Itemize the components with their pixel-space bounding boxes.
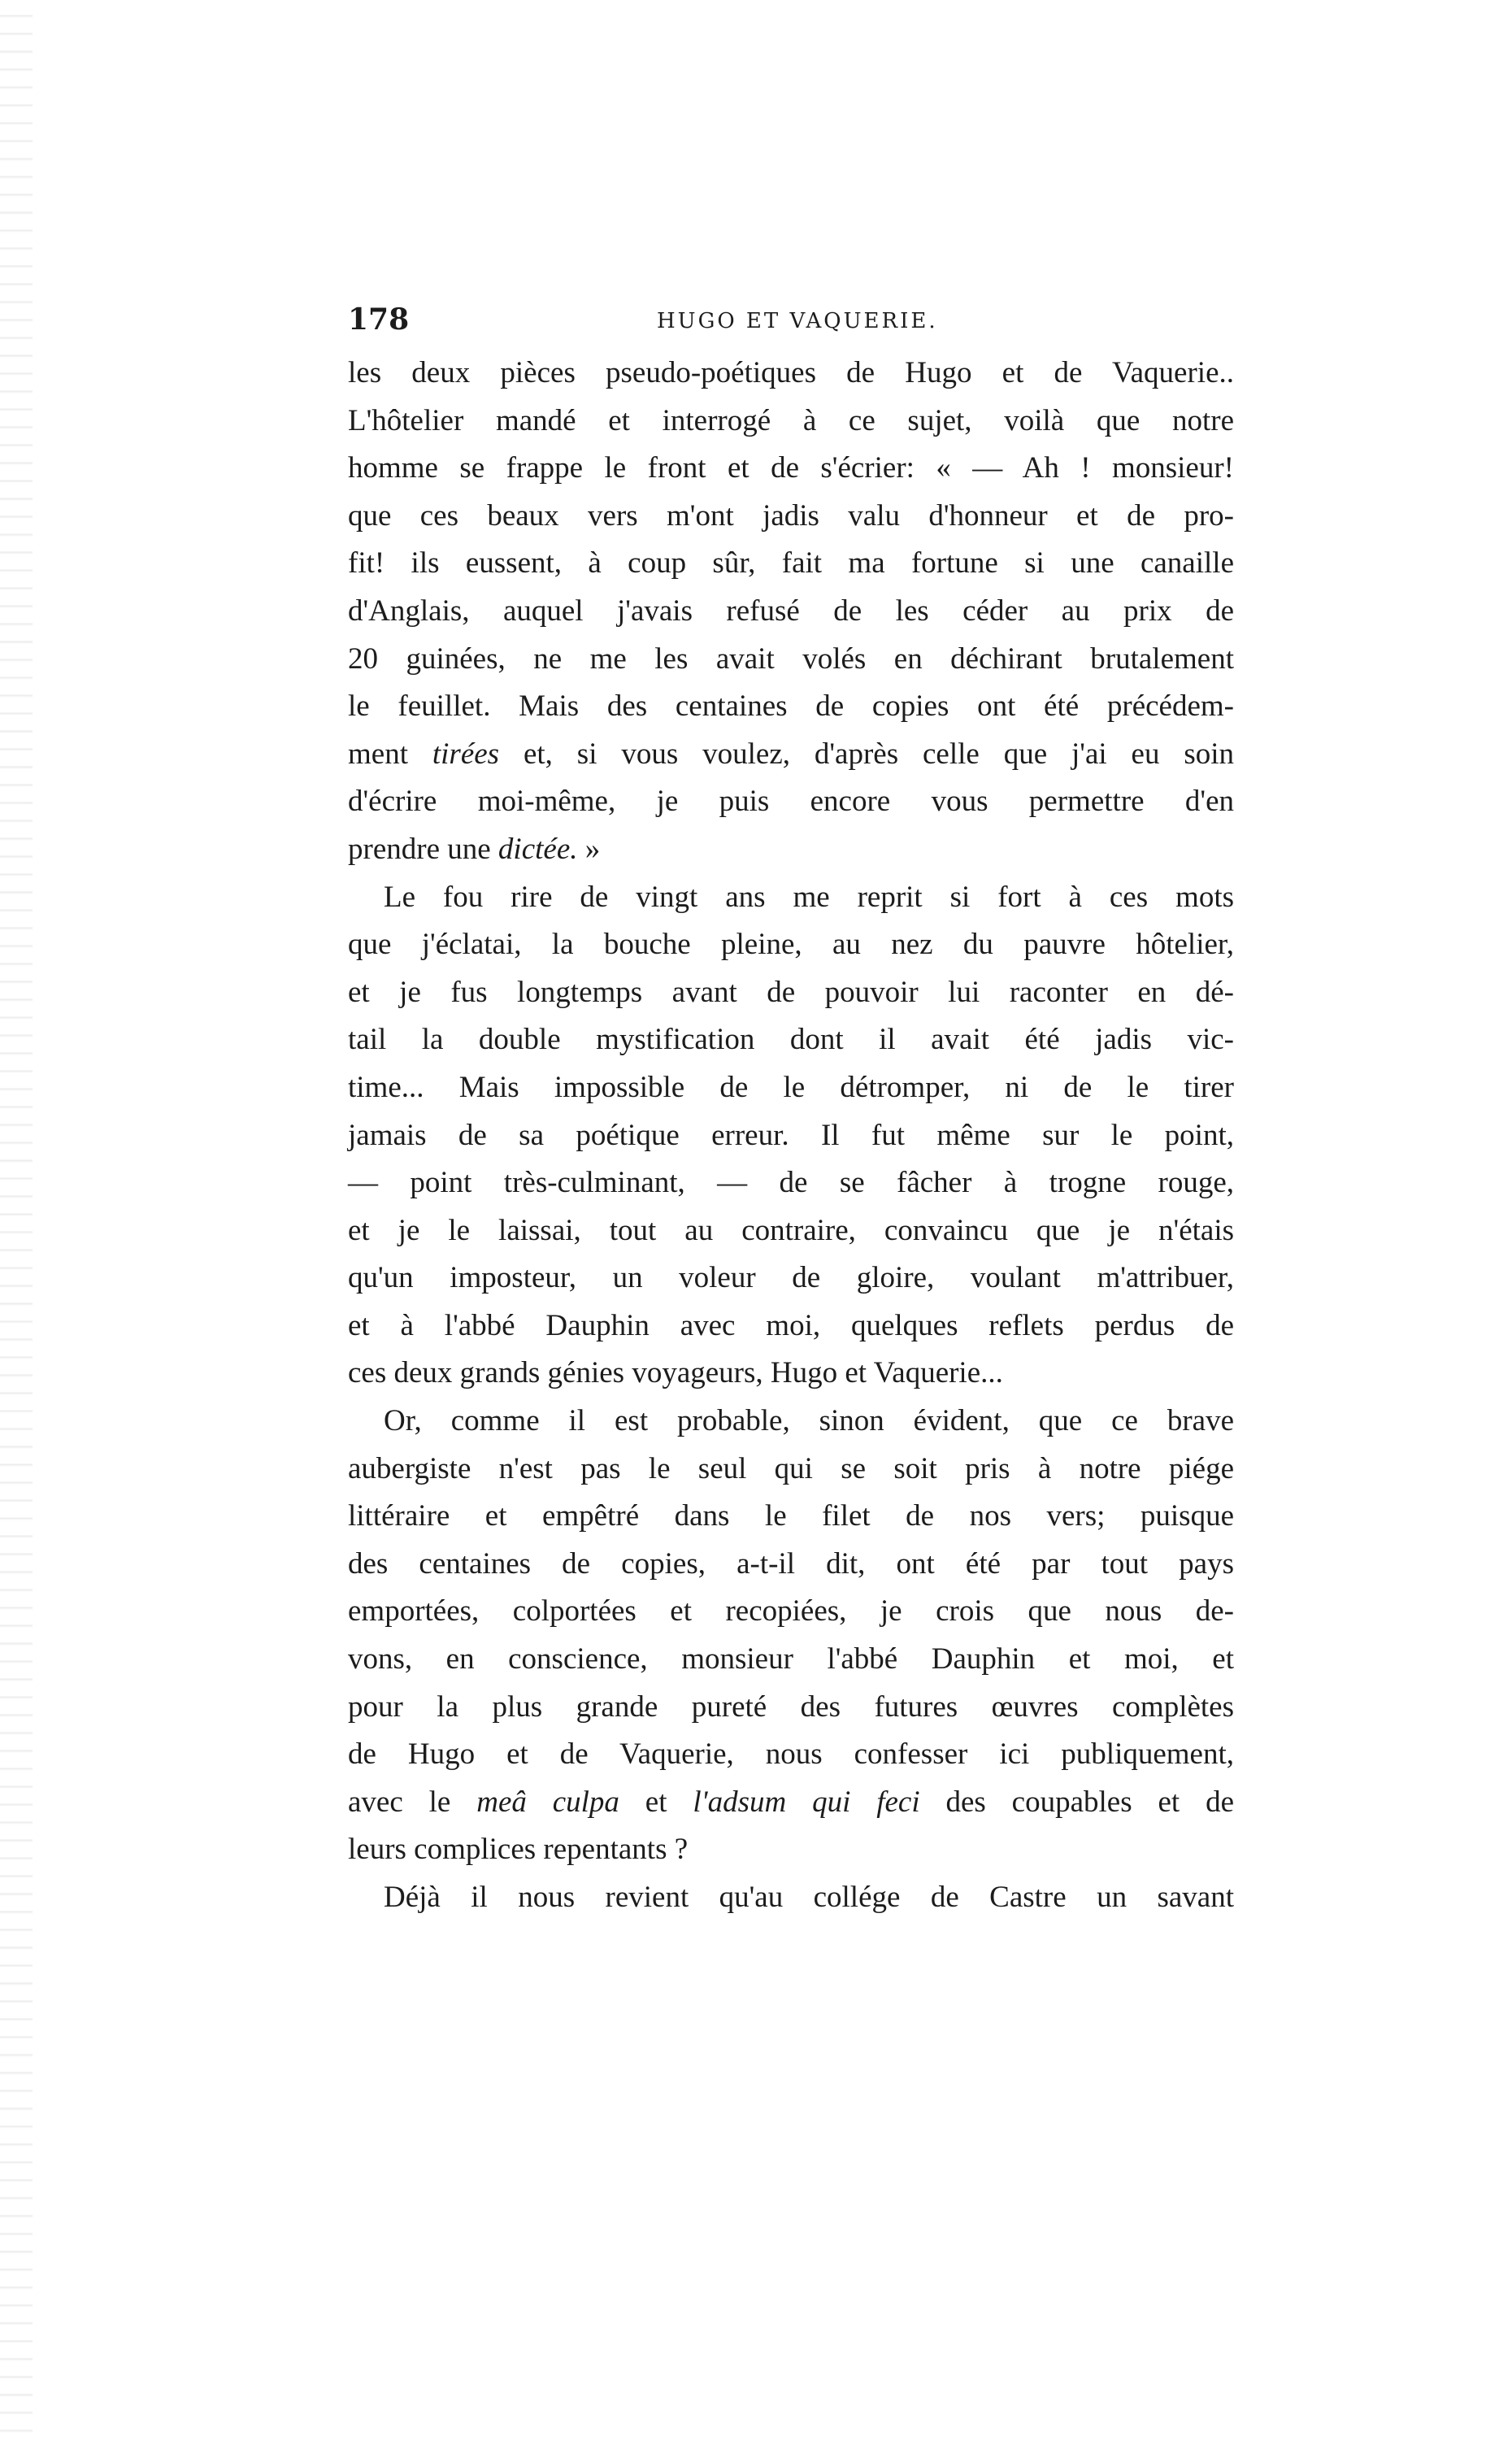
- text-line: et je fus longtemps avant de pouvoir lui raconter en dé-: [348, 975, 1234, 1009]
- text-line: fit! ils eussent, à coup sûr, fait ma fortune si une canaille: [348, 546, 1234, 581]
- text-line: time... Mais impossible de le détromper, ni de le tirer: [348, 1070, 1234, 1104]
- text-run: et, si vous voulez, d'après celle que j'ai eu soin: [499, 737, 1235, 771]
- body-text: [348, 350, 1234, 1922]
- running-title: HUGO ET VAQUERIE.: [657, 309, 938, 333]
- text-line: 20 guinées, ne me les avait volés en déchirant brutalement: [348, 641, 1234, 676]
- scan-edge-noise: [0, 0, 33, 2444]
- text-line: [348, 1779, 1234, 1827]
- text-line: d'Anglais, auquel j'avais refusé de les céder au prix de: [348, 594, 1234, 628]
- text-line: de Hugo et de Vaquerie, nous confesser ici publiquement,: [348, 1737, 1234, 1772]
- text-line: des centaines de copies, a-t-il dit, ont été par tout pays: [348, 1546, 1234, 1581]
- text-line: tail la double mystification dont il avait été jadis vic-: [348, 1023, 1234, 1057]
- text-line: d'écrire moi-même, je puis encore vous permettre d'en: [348, 785, 1234, 819]
- text-run: »: [577, 832, 601, 866]
- text-run: et: [619, 1785, 693, 1819]
- text-line: que j'éclatai, la bouche pleine, au nez du pauvre hôtelier,: [348, 928, 1234, 962]
- text-line: emportées, colportées et recopiées, je crois que nous de-: [348, 1594, 1234, 1629]
- italic-word: dictée.: [497, 832, 578, 866]
- text-line: pour la plus grande pureté des futures œuvres complètes: [348, 1689, 1234, 1724]
- text-line: littéraire et empêtré dans le filet de nos vers; puisque: [348, 1499, 1234, 1533]
- paragraph-start-line: Or, comme il est probable, sinon évident, que ce brave: [384, 1404, 1234, 1438]
- paragraph-start-line: Déjà il nous revient qu'au collége de Castre un savant: [384, 1881, 1234, 1914]
- running-head: [348, 302, 1234, 341]
- text-line: que ces beaux vers m'ont jadis valu d'honneur et de pro-: [348, 498, 1234, 533]
- page-number: 178: [348, 302, 410, 337]
- text-line: ces deux grands génies voyageurs, Hugo et Vaquerie...: [348, 1356, 1003, 1390]
- text-line: [348, 826, 1234, 874]
- text-run: avec le: [348, 1785, 477, 1819]
- text-run: prendre une: [348, 832, 498, 866]
- text-line: vons, en conscience, monsieur l'abbé Dauphin et moi, et: [348, 1642, 1234, 1676]
- text-line: L'hôtelier mandé et interrogé à ce sujet, voilà que notre: [348, 403, 1234, 437]
- text-line: qu'un imposteur, un voleur de gloire, voulant m'attribuer,: [348, 1261, 1234, 1295]
- italic-word: tirées: [432, 737, 500, 771]
- text-line: aubergiste n'est pas le seul qui se soit pris à notre piége: [348, 1451, 1234, 1485]
- text-line: le feuillet. Mais des centaines de copies ont été précédem-: [348, 689, 1234, 724]
- text-line: leurs complices repentants ?: [348, 1833, 689, 1867]
- italic-phrase: l'adsum qui feci: [693, 1785, 920, 1819]
- text-line: [348, 731, 1234, 779]
- text-line: et je le laissai, tout au contraire, convaincu que je n'étais: [348, 1213, 1234, 1247]
- text-run: des coupables et de: [919, 1785, 1234, 1819]
- text-line: — point très-culminant, — de se fâcher à trogne rouge,: [348, 1166, 1234, 1200]
- text-line: les deux pièces pseudo-poétiques de Hugo et de Vaquerie..: [348, 356, 1234, 389]
- text-line: et à l'abbé Dauphin avec moi, quelques reflets perdus de: [348, 1308, 1234, 1342]
- text-line: homme se frappe le front et de s'écrier: « — Ah ! monsieur!: [348, 451, 1234, 485]
- italic-phrase: meâ culpa: [476, 1785, 619, 1819]
- text-line: jamais de sa poétique erreur. Il fut même sur le point,: [348, 1118, 1234, 1152]
- paragraph-start-line: Le fou rire de vingt ans me reprit si fort à ces mots: [384, 880, 1234, 914]
- text-run: ment: [348, 737, 432, 771]
